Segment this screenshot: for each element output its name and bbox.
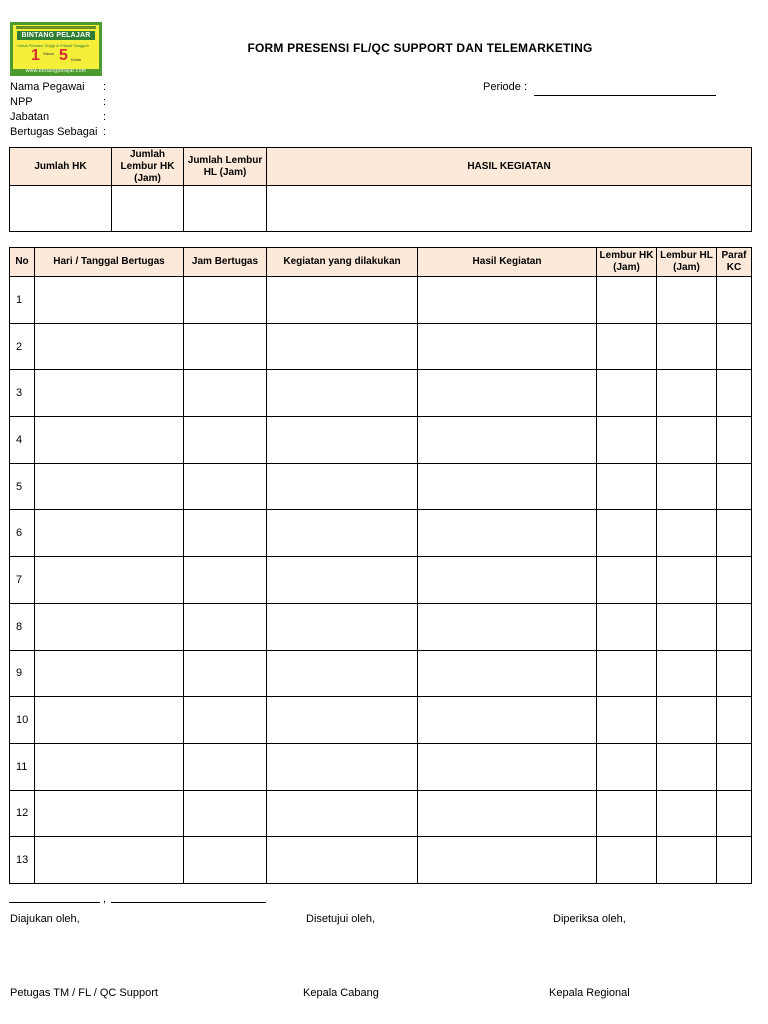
cell-jam-bertugas[interactable] [184,697,267,744]
cell-kegiatan[interactable] [267,790,418,837]
colon-bertugas-sebagai: : [103,126,107,138]
logo-name: BINTANG PELAJAR [17,31,95,40]
cell-hari-tanggal[interactable] [35,277,184,324]
attendance-table [9,247,752,884]
cell-hasil[interactable] [418,603,597,650]
cell-no: 12 [10,790,35,837]
label-diajukan-oleh: Diajukan oleh, [10,913,80,925]
cell-hari-tanggal[interactable] [35,697,184,744]
colon-jabatan: : [103,111,107,123]
table-row [10,743,752,790]
cell-hari-tanggal[interactable] [35,743,184,790]
cell-lembur-hk[interactable] [597,417,657,464]
cell-no: 11 [10,743,35,790]
cell-jam-bertugas[interactable] [184,510,267,557]
cell-no: 6 [10,510,35,557]
cell-lembur-hk[interactable] [597,650,657,697]
table-row [10,417,752,464]
logo-tagline: Untuk Prestasi Tinggi & Pribadi Tangguh [17,43,89,48]
cell-jam-bertugas[interactable] [184,743,267,790]
cell-hasil[interactable] [418,463,597,510]
logo-number-five: 5 [59,47,68,64]
role-kepala-cabang: Kepala Cabang [303,987,379,999]
cell-lembur-hk[interactable] [597,510,657,557]
cell-jam-bertugas[interactable] [184,417,267,464]
cell-paraf-kc[interactable] [717,510,752,557]
cell-lembur-hl[interactable] [657,510,717,557]
table-row [10,510,752,557]
cell-lembur-hl[interactable] [657,697,717,744]
cell-kegiatan[interactable] [267,370,418,417]
cell-lembur-hl[interactable] [657,650,717,697]
cell-hari-tanggal[interactable] [35,650,184,697]
cell-jam-bertugas[interactable] [184,370,267,417]
header-jumlah-hk: Jumlah HK [10,148,112,186]
header-jumlah-lembur-hk: Jumlah Lembur HK (Jam) [112,148,184,186]
cell-lembur-hl[interactable] [657,417,717,464]
cell-jumlah-lembur-hk[interactable] [112,186,184,232]
cell-no: 9 [10,650,35,697]
cell-paraf-kc[interactable] [717,323,752,370]
cell-hari-tanggal[interactable] [35,463,184,510]
form-title: FORM PRESENSI FL/QC SUPPORT DAN TELEMARKETING [247,41,593,55]
table-row [10,603,752,650]
cell-hasil[interactable] [418,370,597,417]
cell-lembur-hl[interactable] [657,743,717,790]
label-bertugas-sebagai: Bertugas Sebagai [10,126,98,138]
label-nama-pegawai: Nama Pegawai [10,81,85,93]
cell-hari-tanggal[interactable] [35,370,184,417]
table-row [10,370,752,417]
cell-lembur-hl[interactable] [657,790,717,837]
table-row [10,557,752,604]
cell-lembur-hk[interactable] [597,370,657,417]
cell-hasil[interactable] [418,277,597,324]
cell-kegiatan[interactable] [267,603,418,650]
header-jam-bertugas: Jam Bertugas [184,248,267,277]
logo-small-text-1: Siswa [43,51,54,56]
logo-small-text-2: Kelas [71,57,82,62]
cell-lembur-hl[interactable] [657,603,717,650]
cell-no: 2 [10,323,35,370]
label-jabatan: Jabatan [10,111,50,123]
cell-lembur-hk[interactable] [597,557,657,604]
cell-hari-tanggal[interactable] [35,790,184,837]
cell-hasil[interactable] [418,837,597,884]
role-petugas: Petugas TM / FL / QC Support [10,987,158,999]
cell-jam-bertugas[interactable] [184,557,267,604]
cell-jam-bertugas[interactable] [184,277,267,324]
cell-no: 5 [10,463,35,510]
label-periode: Periode : [483,81,528,93]
cell-no: 10 [10,697,35,744]
table-row [10,790,752,837]
table-row [10,837,752,884]
cell-lembur-hk[interactable] [597,743,657,790]
cell-no: 1 [10,277,35,324]
table-row [10,323,752,370]
header-hari-tanggal: Hari / Tanggal Bertugas [35,248,184,277]
cell-lembur-hl[interactable] [657,370,717,417]
cell-hari-tanggal[interactable] [35,837,184,884]
header-no: No [10,248,35,277]
cell-jam-bertugas[interactable] [184,323,267,370]
cell-kegiatan[interactable] [267,650,418,697]
cell-hasil[interactable] [418,697,597,744]
label-diperiksa-oleh: Diperiksa oleh, [553,913,626,925]
logo-number-one: 1 [31,47,40,64]
cell-hari-tanggal[interactable] [35,557,184,604]
cell-hari-tanggal[interactable] [35,510,184,557]
cell-lembur-hk[interactable] [597,837,657,884]
cell-paraf-kc[interactable] [717,370,752,417]
company-logo [10,22,102,76]
cell-lembur-hk[interactable] [597,697,657,744]
cell-lembur-hk[interactable] [597,323,657,370]
cell-jam-bertugas[interactable] [184,650,267,697]
cell-kegiatan[interactable] [267,743,418,790]
logo-url: www.bintangpelajar.com [25,68,87,74]
cell-paraf-kc[interactable] [717,743,752,790]
place-line[interactable] [9,902,100,903]
cell-hasil[interactable] [418,417,597,464]
cell-lembur-hk[interactable] [597,603,657,650]
cell-paraf-kc[interactable] [717,603,752,650]
cell-hasil[interactable] [418,743,597,790]
header-lembur-hl: Lembur HL (Jam) [657,248,717,277]
cell-lembur-hl[interactable] [657,463,717,510]
cell-hasil[interactable] [418,650,597,697]
cell-jam-bertugas[interactable] [184,463,267,510]
cell-paraf-kc[interactable] [717,277,752,324]
cell-kegiatan[interactable] [267,837,418,884]
logo-panel [13,25,99,69]
colon-npp: : [103,96,107,108]
cell-lembur-hk[interactable] [597,790,657,837]
cell-jam-bertugas[interactable] [184,603,267,650]
cell-hasil-kegiatan[interactable] [267,186,752,232]
cell-paraf-kc[interactable] [717,697,752,744]
header-hasil: Hasil Kegiatan [418,248,597,277]
role-kepala-regional: Kepala Regional [549,987,630,999]
cell-kegiatan[interactable] [267,510,418,557]
cell-kegiatan[interactable] [267,697,418,744]
cell-hasil[interactable] [418,790,597,837]
header-jumlah-lembur-hl: Jumlah Lembur HL (Jam) [184,148,267,186]
cell-lembur-hl[interactable] [657,323,717,370]
cell-kegiatan[interactable] [267,323,418,370]
label-npp: NPP [10,96,33,108]
cell-no: 7 [10,557,35,604]
cell-lembur-hl[interactable] [657,557,717,604]
cell-hasil[interactable] [418,323,597,370]
cell-hasil[interactable] [418,510,597,557]
cell-no: 8 [10,603,35,650]
logo-top-strip [16,26,96,29]
summary-table [9,147,752,232]
attendance-rows [10,277,752,884]
table-row [10,463,752,510]
header-paraf-kc: Paraf KC [717,248,752,277]
cell-jumlah-lembur-hl[interactable] [184,186,267,232]
table-row [10,650,752,697]
cell-lembur-hl[interactable] [657,837,717,884]
cell-kegiatan[interactable] [267,417,418,464]
cell-no: 4 [10,417,35,464]
periode-input-line[interactable] [534,95,716,96]
cell-paraf-kc[interactable] [717,417,752,464]
header-lembur-hk: Lembur HK (Jam) [597,248,657,277]
label-disetujui-oleh: Disetujui oleh, [306,913,376,925]
cell-kegiatan[interactable] [267,463,418,510]
cell-hasil[interactable] [418,557,597,604]
cell-paraf-kc[interactable] [717,837,752,884]
header-hasil-kegiatan: HASIL KEGIATAN [267,148,752,186]
cell-paraf-kc[interactable] [717,650,752,697]
colon-nama-pegawai: : [103,81,107,93]
cell-hari-tanggal[interactable] [35,417,184,464]
cell-kegiatan[interactable] [267,277,418,324]
cell-paraf-kc[interactable] [717,790,752,837]
place-date-comma: , [103,893,107,905]
cell-lembur-hk[interactable] [597,463,657,510]
table-row [10,277,752,324]
cell-no: 13 [10,837,35,884]
cell-hari-tanggal[interactable] [35,603,184,650]
cell-jumlah-hk[interactable] [10,186,112,232]
cell-jam-bertugas[interactable] [184,790,267,837]
cell-kegiatan[interactable] [267,557,418,604]
cell-hari-tanggal[interactable] [35,323,184,370]
cell-paraf-kc[interactable] [717,557,752,604]
cell-no: 3 [10,370,35,417]
date-line[interactable] [111,902,266,903]
header-kegiatan: Kegiatan yang dilakukan [267,248,418,277]
cell-lembur-hl[interactable] [657,277,717,324]
table-row [10,697,752,744]
cell-jam-bertugas[interactable] [184,837,267,884]
cell-paraf-kc[interactable] [717,463,752,510]
cell-lembur-hk[interactable] [597,277,657,324]
